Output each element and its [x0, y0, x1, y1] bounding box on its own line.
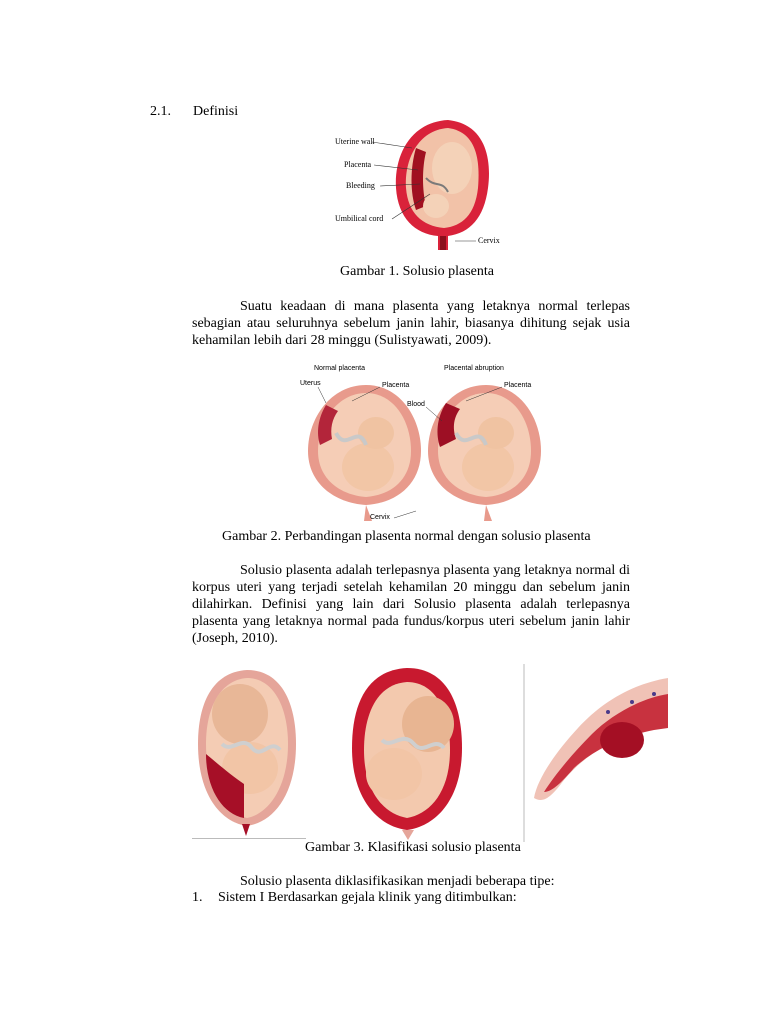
label-placenta-right: Placenta — [504, 382, 532, 389]
label-placental-abruption: Placental abruption — [444, 365, 504, 372]
paragraph-2: Solusio plasenta adalah terlepasnya plasenta yang letaknya normal di korpus uteri yang terjadi setelah kehamilan 20 minggu dan sebelum janin dilahirkan. Definisi yang lain dari Solusio plasenta adalah terlepasnya plasenta yang letaknya normal pada fundus/korpus uteri sebelum janin lahir (Joseph, 2010). — [192, 563, 630, 646]
label-cervix-2: Cervix — [370, 514, 390, 521]
figure-2-comparison-illustration — [296, 363, 552, 525]
section-title: Definisi — [193, 104, 239, 119]
figure-3-classification-illustrations — [192, 664, 668, 842]
label-uterus: Uterus — [300, 380, 321, 387]
figure-1-caption: Gambar 1. Solusio plasenta — [340, 264, 494, 279]
label-normal-placenta: Normal placenta — [314, 365, 365, 372]
paragraph-3: Solusio plasenta diklasifikasikan menjadi beberapa tipe: — [240, 874, 555, 889]
label-placenta-left: Placenta — [382, 382, 410, 389]
label-umbilical-cord: Umbilical cord — [335, 214, 384, 223]
label-blood: Blood — [407, 401, 425, 408]
list-item-number: 1. — [192, 890, 203, 905]
paragraph-1: Suatu keadaan di mana plasenta yang letaknya normal terlepas sebagian atau seluruhnya sebelum janin lahir, biasanya dihitung sejak usia kehamilan lebih dari 28 minggu (Sulistyawati, 2009). — [192, 299, 630, 348]
figure-2-caption: Gambar 2. Perbandingan plasenta normal dengan solusio plasenta — [222, 529, 591, 544]
section-number: 2.1. — [150, 104, 171, 119]
label-placenta: Placenta — [344, 160, 372, 169]
figure-3-baseline — [192, 838, 306, 839]
figure-1-uterus-illustration — [330, 118, 510, 258]
list-item-text: Sistem I Berdasarkan gejala klinik yang ditimbulkan: — [218, 890, 517, 905]
label-uterine-wall: Uterine wall — [335, 137, 375, 146]
label-bleeding: Bleeding — [346, 181, 375, 190]
label-cervix: Cervix — [478, 236, 500, 245]
figure-3-caption: Gambar 3. Klasifikasi solusio plasenta — [305, 840, 521, 855]
